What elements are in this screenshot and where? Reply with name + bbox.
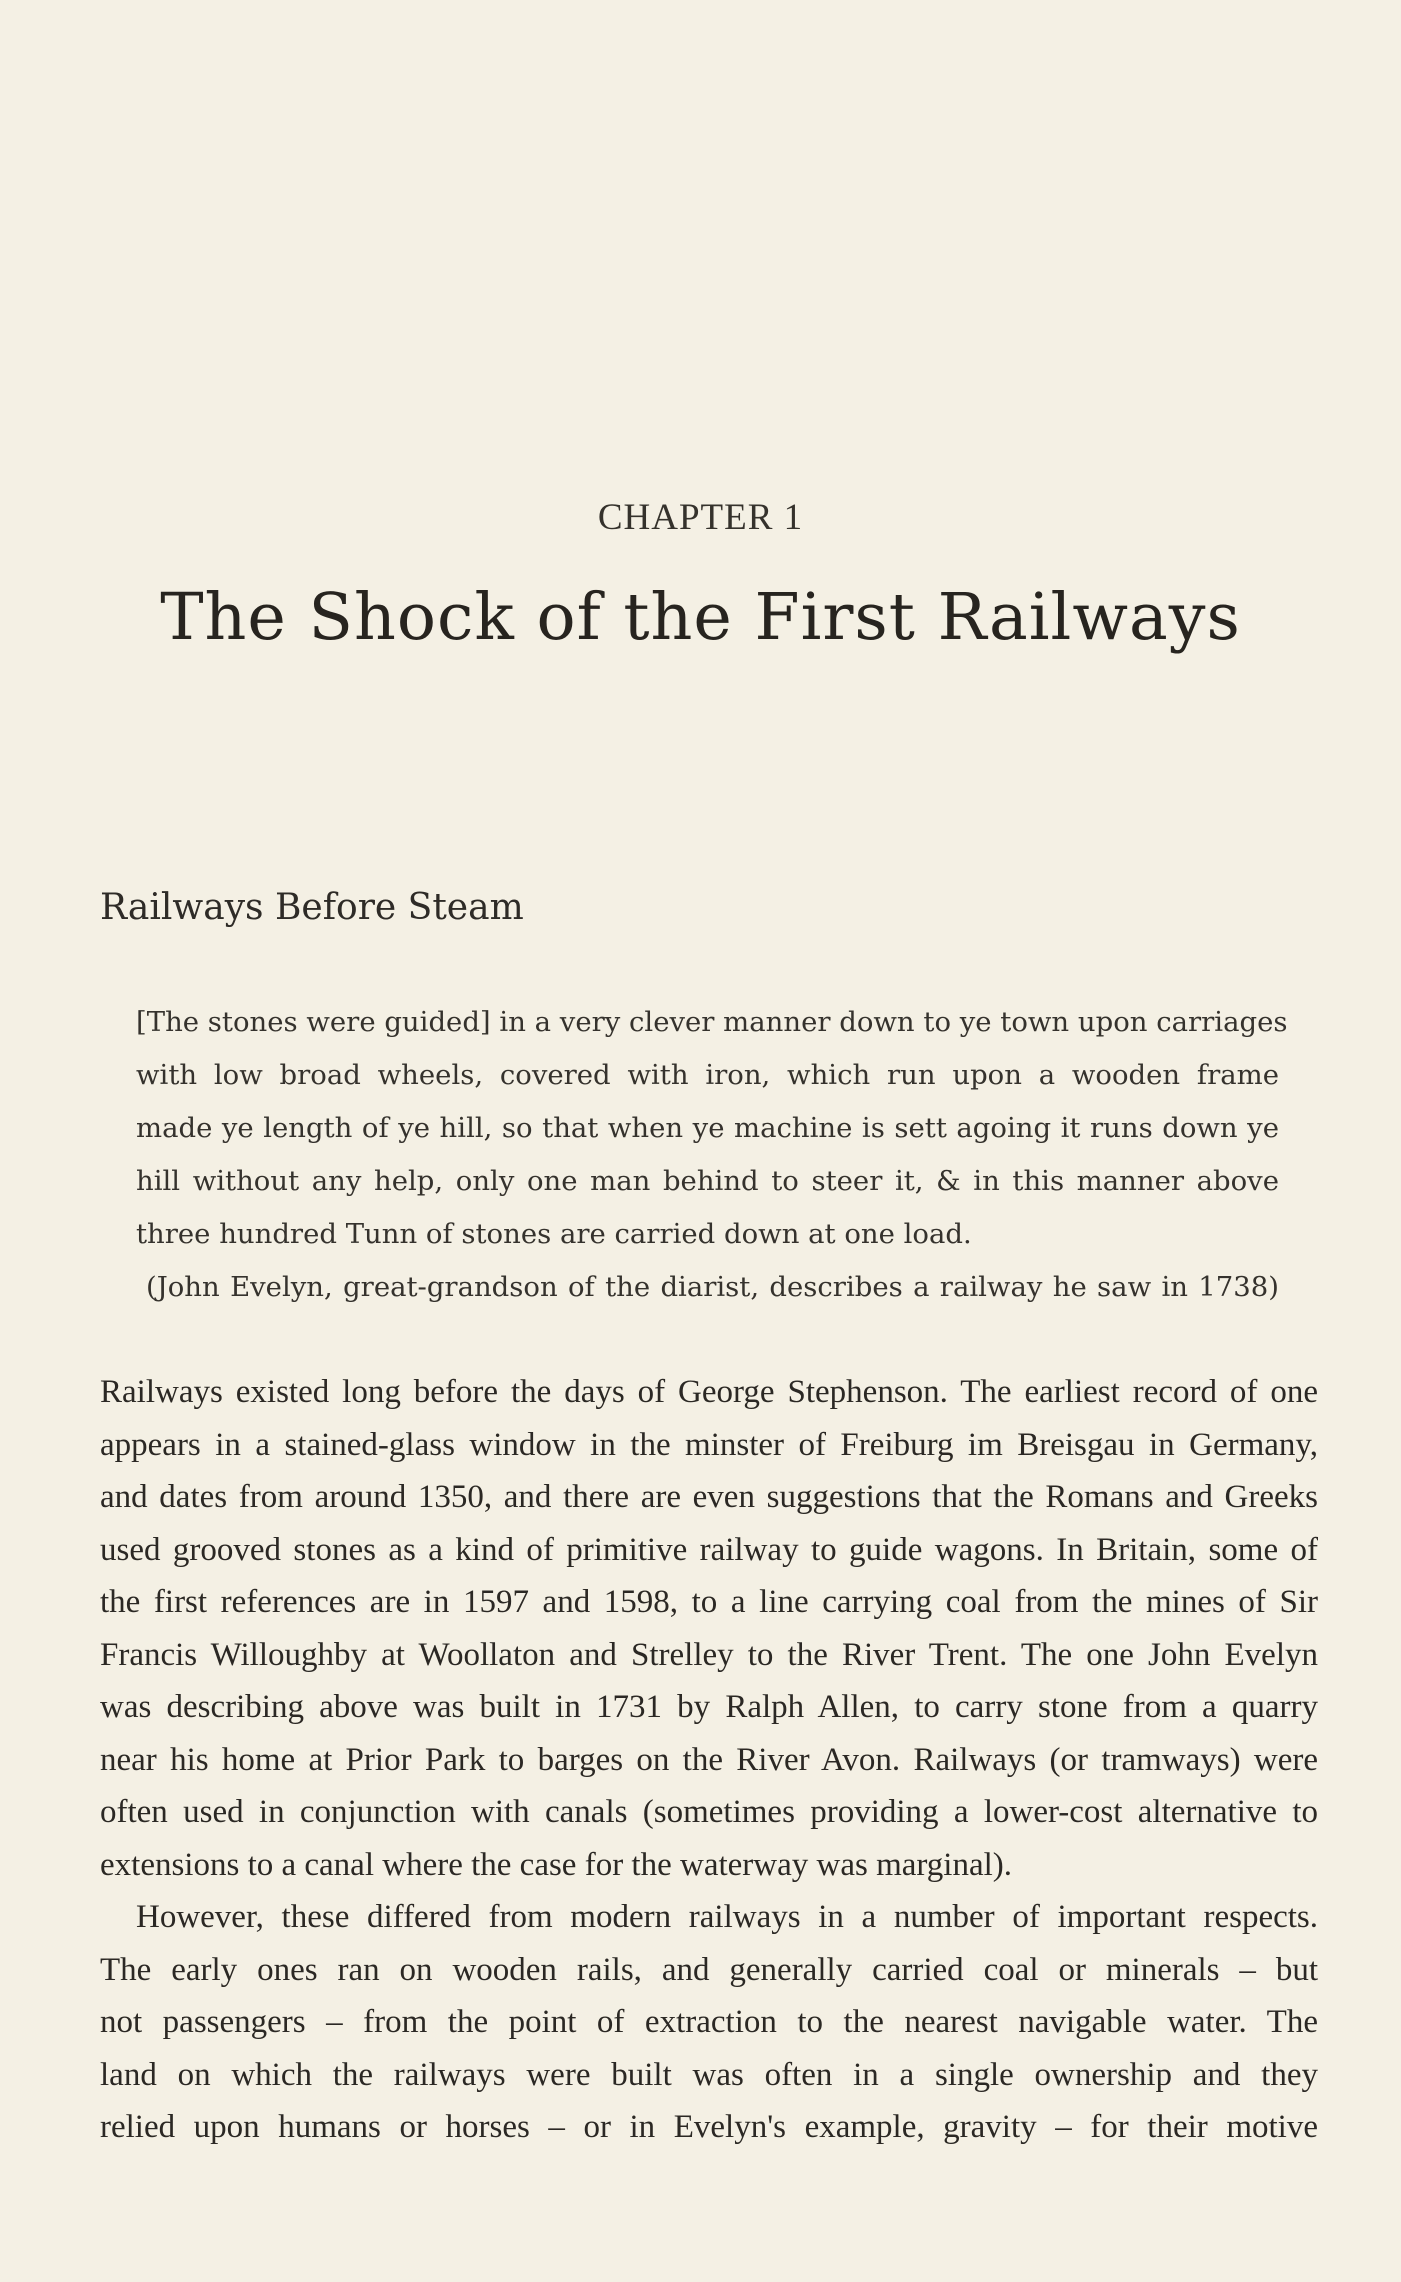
paragraph-1-line: often used in conjunction with canals (sometimes providing a lower-cost alternative to xyxy=(100,1794,1318,1830)
paragraph-1-line: extensions to a canal where the case for the waterway was marginal). xyxy=(100,1846,1013,1883)
paragraph-2-line: land on which the railways were built was often in a single ownership and they xyxy=(100,2056,1318,2093)
paragraph-1-line: and dates from around 1350, and there are even suggestions that the Romans and Greeks xyxy=(100,1479,1318,1515)
chapter-label: CHAPTER 1 xyxy=(597,497,804,538)
paragraph-1-line: Railways existed long before the days of George Stephenson. The earliest record of one xyxy=(100,1374,1318,1410)
paragraph-1-line: appears in a stained-glass window in the minster of Freiburg im Breisgau in Germany, xyxy=(100,1426,1318,1463)
body-text xyxy=(100,1366,1318,2154)
section-heading: Railways Before Steam xyxy=(100,887,524,928)
epigraph-line: three hundred Tunn of stones are carried down at one load. xyxy=(136,1218,972,1250)
epigraph-quote xyxy=(136,996,1288,1314)
epigraph-line: made ye length of ye hill, so that when ye machine is sett agoing it runs down ye xyxy=(136,1112,1279,1144)
paragraph-1-line: Francis Willoughby at Woollaton and Strelley to the River Trent. The one John Evelyn xyxy=(100,1636,1318,1673)
epigraph-line: [The stones were guided] in a very clever manner down to ye town upon carriages xyxy=(136,1006,1288,1038)
paragraph-2-line: However, these differed from modern railways in a number of important respects. xyxy=(136,1899,1318,1935)
paragraph-2-line: not passengers – from the point of extraction to the nearest navigable water. The xyxy=(100,2004,1318,2040)
chapter-title: The Shock of the First Railways xyxy=(160,580,1241,655)
paragraph-1-line: the first references are in 1597 and 1598, to a line carrying coal from the mines of Sir xyxy=(100,1584,1318,1620)
paragraph-1-line: was describing above was built in 1731 by Ralph Allen, to carry stone from a quarry xyxy=(100,1689,1318,1725)
paragraph-1-line: near his home at Prior Park to barges on the River Avon. Railways (or tramways) were xyxy=(100,1741,1318,1778)
paragraph-2-line: The early ones ran on wooden rails, and generally carried coal or minerals – but xyxy=(100,1951,1318,1988)
paragraph-1-line: used grooved stones as a kind of primitive railway to guide wagons. In Britain, some of xyxy=(100,1531,1318,1568)
epigraph-line: hill without any help, only one man behind to steer it, & in this manner above xyxy=(136,1165,1279,1197)
epigraph-line: with low broad wheels, covered with iron, which run upon a wooden frame xyxy=(136,1059,1279,1091)
epigraph-attribution: (John Evelyn, great-grandson of the diarist, describes a railway he saw in 1738) xyxy=(146,1271,1279,1303)
paragraph-2-line: relied upon humans or horses – or in Evelyn's example, gravity – for their motive xyxy=(100,2109,1318,2145)
